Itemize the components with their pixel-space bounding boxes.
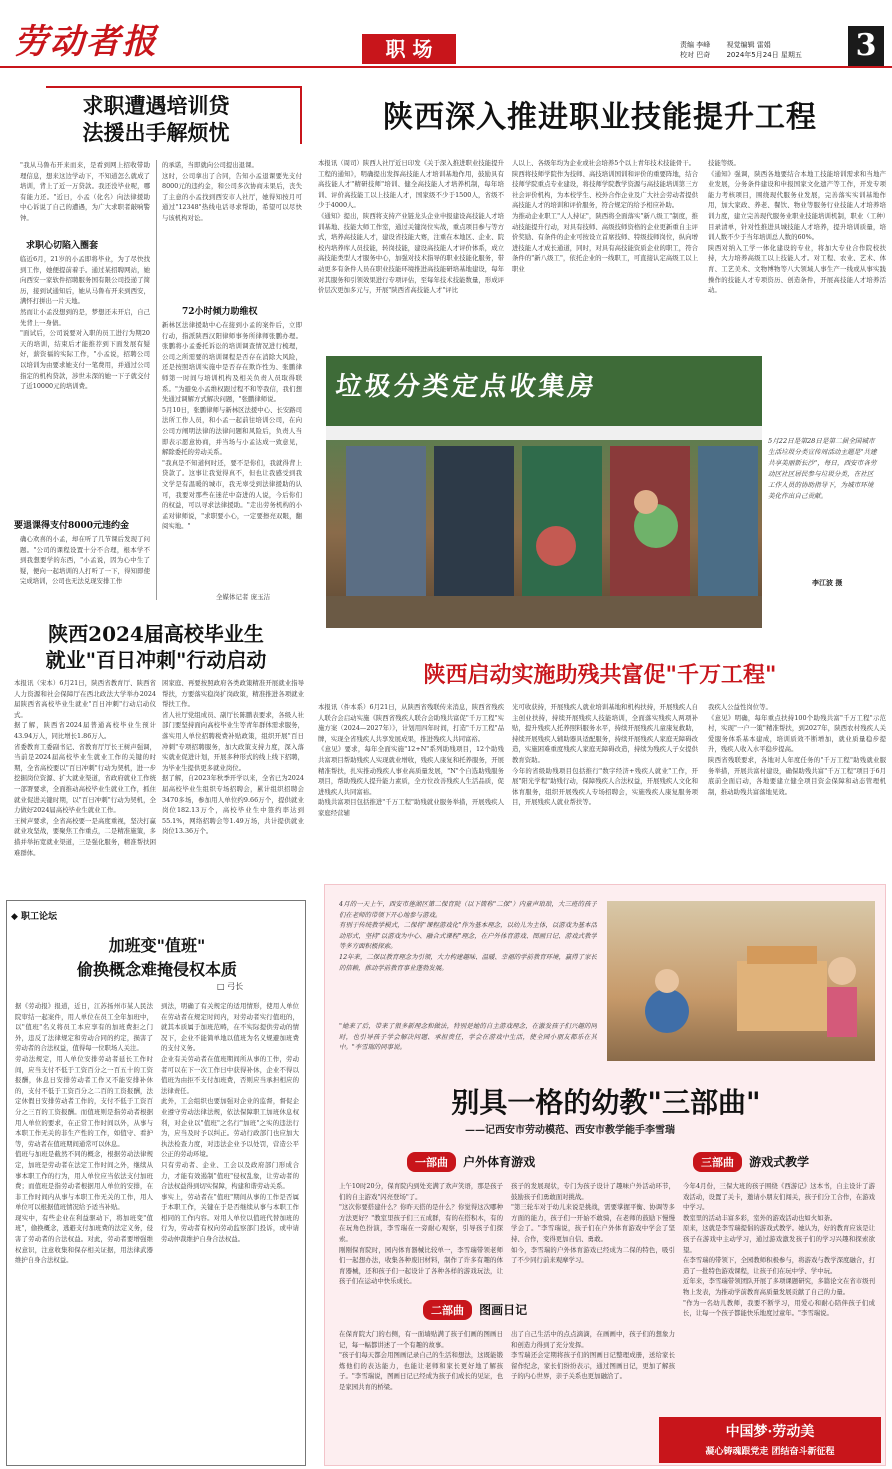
- article3-title-line2: 就业"百日冲刺"行动启动: [45, 648, 267, 672]
- article4-title: 陕西启动实施助残共富促"千万工程": [423, 662, 777, 688]
- article1-title-line2: 法援出手解烦忧: [82, 120, 230, 145]
- article1-subhead1: 求职心切陷入圈套: [26, 241, 99, 251]
- article1-subhead2: 要退课得支付8000元违约金: [14, 521, 130, 531]
- article-disability-support: [312, 640, 888, 880]
- part1-tag: 一部曲: [407, 1152, 456, 1172]
- article3-col2: 困家庭、再要按照政府各类政策精准开展就业指导帮扶，方要落实稳岗扩岗政策，精准推进各项就业帮扶工作。 省人社厅党组成员、副厅长陈鹏表要求，各级人社部门要坚持面向高校毕业生等青年群体需求服务，落实用人单位招聘税费补贴政策，组织开展"百日冲刺"专项招聘服务，加大政策支持力度，深入落实就业促进计划，开展多种形式的线上线下招聘，为毕业生提供更多就业岗位。 据了解，自2023年秋季开学以来，全省已为2024届高校毕业生组织专场招聘会，累计组织招聘会3470多场，参加用人单位约9.66万个，提供就业岗位182.13万个，高校毕业生中签约率达到55.1%，网络招聘会等1.49万场，共计提供就业岗位13.36万个。: [162, 679, 304, 836]
- part1-title: 户外体育游戏: [463, 1155, 536, 1169]
- editor-info: [680, 40, 802, 60]
- part2-heading: [423, 1299, 527, 1319]
- kinder-subtitle: ——记西安市劳动模范、西安市教学能手李雪瑞: [465, 1125, 675, 1136]
- kinder-col3: 今年4月份，三保大班的孩子围绕《西游记》这本书，自主设计了游戏活动，设置了关卡，邀请小朋友们闯关，孩子们分工合作，在游戏中学习。 教室里的活动丰富多彩，室外的游戏活动也如火如荼。 原来，这就是李雪瑞提倡的游戏式教学。她认为，好的教育应该是让孩子在游戏中主动学习，通过游戏激发孩子们的学习兴趣和探索欲望。 在李雪瑞的带领下，全园教师积极参与，将游戏与教学深度融合，打造了一批特色游戏课程，让孩子们在玩中学、学中玩。 近年来，李雪瑞带领团队开展了多项课题研究，多篇论文在省市级刊物上发表，为推动学前教育高质量发展贡献了自己的力量。 "作为一名幼儿教师，我要不断学习，用爱心和耐心陪伴孩子们成长，让每一个孩子都能快乐地度过童年。"李雪瑞说。: [683, 1182, 875, 1318]
- slogan-banner: [659, 1417, 881, 1463]
- article-training-loan: [6, 72, 306, 604]
- section-title: 职 场: [362, 34, 456, 64]
- worker-forum: [6, 900, 306, 1466]
- design-label: 视觉编辑: [726, 41, 755, 49]
- design-name: 雷娟: [756, 41, 771, 49]
- slogan-text: 凝心铸魂跟党走 团结奋斗新征程: [705, 1447, 835, 1457]
- kinder-col5: 出了自己生活中的点点滴滴，在画画中，孩子们的想象力和创造力得到了充分发挥。 李雪瑞还会定期将孩子们的图画日记整理成册，送给家长留作纪念，家长们纷纷表示，通过图画日记，更加了解孩子的内心世界，亲子关系也更加融洽了。: [511, 1330, 675, 1381]
- article2-col2: 人以上、各级年均为企业或社会培养5个以上青年技术技能骨干。 陕西将技师学院作为技师、高技培训国训和评价的重要阵地，结合技师学院重点专业建设，将技师学院教学资源与高技能培训第三方社会评价机构，为本校学生、校外合作企业及广大社会劳动者提供高技能人才的培训和评价服务，符合规定的给予相应补助。 为推动企业职工"人人持证"，陕西将全面落实"新八级工"制度，推动技能提升行动，对具有技师、高级技师资格的企业更新重自主评价奖励、有条件的企业可按设立首席技师、特级技师岗位，纵向增进技能人才成长通道，同时，对具有高技能资质企业的职工，符合条件的"新八级工"，依托企业的一线职工，可直接认定高级工以上职业: [512, 159, 698, 273]
- article3-title-line1: 陕西2024届高校毕业生: [48, 622, 264, 646]
- forum-tag: ◆ 职工论坛: [11, 912, 58, 922]
- forum-title-line2: 偷换概念难掩侵权本质: [76, 960, 237, 979]
- forum-col1: 据《劳动报》报道，近日，江苏扬州市某人民法院审结一起案件，用人单位在员工全年加班中，以"值班"名义将员工本应享有的加班费拒之门外，违反了法律规定和劳动合同的约定，损害了劳动者的合法权益，值得每一位职场人关注。 劳动法规定，用人单位安排劳动者延长工作时间，应当支付不低于工资百分之一百五十的工资报酬，休息日安排劳动者工作又不能安排补休的，支付不低于工资百分之二百的工资报酬，法定休假日安排劳动者工作的，支付不低于工资百分之三百的工资报酬。而值班则是指劳动者根据用人单位的要求，在正常工作时间以外，从事与本职工作无关的非生产性的工作，如值守、看护等，劳动者在值班期间通常可以休息。 值班与加班是截然不同的概念，根据劳动法律规定，加班是劳动者在法定工作时间之外，继续从事本职工作的行为，用人单位应当依法支付加班费；而值班是指劳动者根据用人单位的安排，在非工作时间内从事与本职工作无关的工作，用人单位可以根据值班情况给予适当补贴。 现实中，有些企业在利益驱动下，将加班变"值班"，偷换概念，逃避支付加班费的法定义务，侵害了劳动者的合法权益。对此，劳动者要增强维权意识，注意收集和保存相关证据，用法律武器维护自身合法权益。: [15, 1002, 153, 1265]
- article2-col3: 技能等级。 《通知》强调，陕西各地要结合本地工技能培训需求和当地产业发展，分务条件建设和申报国家文化遗产等工作，开发专项能力考核项目，围绕现代服务业发展，完善落实实训基地作用，加大家政、养老、餐饮、物业等服务行业技能人才培养培训力度，建立完善现代服务业职业技能培训机制，职业（工种）目录清单，针对性推进具城技能人才培养，提升培训质量，培训人数不少于当年培训总人数的60%。 陕西对纳入工学一体化建设的专业，将加大专业合作院校扶持，大力培养高级工以上技能人才。对工程、农业、艺术、体育、工艺美术、文物博物等八大领域人事生产一线或从事实践操作的技能人才专项资历、创造条件，开展高技能人才培养活动。: [708, 159, 886, 295]
- part3-tag: 三部曲: [693, 1152, 742, 1172]
- kinder-title: 别具一格的幼教"三部曲": [451, 1086, 761, 1119]
- kinder-col1: 上午10时20分，保育院内到处充满了欢声笑语，那是孩子们的自主游戏"闪亮登场"了。 "这次你要搭建什么？你昨天搭的是什么？你觉得这次哪种方法更好？"教室里孩子们三五成群，有的在搭积木，有的在玩角色扮演，李雪瑞在一旁耐心观察，引导孩子们探索。 刚刚保育院时，园内体育器械比较单一，李雪瑞带领老师们一起想办法，收集各种废旧材料，制作了许多有趣的体育器械，还和孩子们一起设计了各种各样的游戏玩法，让孩子们在运动中快乐成长。: [339, 1182, 503, 1286]
- article1-byline: 全媒体记者 庞玉洁: [216, 593, 271, 601]
- part3-heading: [693, 1151, 809, 1171]
- article1-para2: 临近6月，21岁的小孟即将毕业，为了尽快找到工作，她便提前着手。通过某招聘网站，她向西安一家软件招聘服务国有限公司投递了简历，接到试通知后，她从马鲁布开来到西安，满怀打拼出一片天地。 然而让小孟没想到的是，梦想还未开启，自己先背上一身债。 "面试后，公司说要对入职的员工进行为期20天的培训，结束后才能推荐到下面发展有疑好，薪资福的实际工作，"小孟说，招聘公司以培训为由要求她支付一笔费用，并通过公司指定的机构贷款，涉世未深的她一下子就交付了近10000元的培训费。: [20, 255, 150, 391]
- photo-waste-sorting: [326, 356, 762, 628]
- kinder-intro: 4月的一天上午，西安市莲湖区第二保育院（以下简称"二保"）内童声琅琅，大三班的孩子们在老师的带领下开心地参与游戏。 有别于传统教学模式，二保将"课程游戏化"作为基本理念，以幼儿为主体，以游戏为基本活动形式，坚持"以游戏为中心、融合式课程"理念，在户外体育游戏、图画日记、游戏式教学等多方面积极探索。 12年来，二保以教育理念为引领，大力构建趣味、温暖、幸福的学前教育环境，赢得了家长的信赖，推动学前教育事业蓬勃发展。: [339, 900, 597, 972]
- proof-label: 校对: [680, 51, 694, 59]
- part2-tag: 二部曲: [423, 1300, 472, 1320]
- article-skills-upgrade: [312, 72, 888, 302]
- forum-author: □ 弓长: [217, 982, 244, 991]
- article1-para4: 的承诺，当即就向公司提出退课。 这时，公司拿出了合同，告知小孟退课要先支付8000元的违约金，和公司多次协商未果后，丧失了主意的小孟找到西安市人社厅，她得知按月可通过"12348"热线电话寻求帮助，希望可以尽快与该机构对讼。: [162, 161, 302, 222]
- issue-date: 2024年5月24日 星期五: [726, 51, 802, 59]
- newspaper-logo: 劳动者报: [14, 22, 158, 62]
- article4-col1: 本报讯（件本系）6月21日，从陕西省残联传来消息，陕西省残疾人联合会启动实施《陕西省残疾人联合会助残共富促"千万工程"实施方案（2024—2027年）》，计划用四年时间，打造"千万工程"品牌，实现全省残疾人共享发展成果，推进残疾人共同富裕。 《意见》要求，每年全面实施"12+N"系列助残项目，12个助残共富项目帮助残疾人实现就业增收，残疾人康复和托养服务，开展精准帮扶，扎实推动残疾人事业高质量发展，"N"个自选助残服务项目，帮助残疾人提升能力素质，全方位改善残疾人生活品质，促进残疾人共同富裕。 助残共富项目包括推进"千万工程"助残就业服务举措，开展残疾人家庭经营辅: [318, 703, 504, 817]
- kindergarten-feature: [324, 884, 886, 1466]
- article-graduate-sprint: [6, 608, 306, 896]
- sorting-house-sign: 垃圾分类定点收集房: [334, 372, 599, 402]
- article1-para3: 确心欢喜的小孟，却在听了几节课后发现了问题。"公司的课程设置十分不合理，根本学不到我想要学的东西，"小孟说，因为心中生了疑，便向一起培训的人打听了一下，得知即使完成培训，公司也无法兑现安排工作: [20, 535, 150, 586]
- proof-name: 巴奇: [696, 51, 711, 59]
- article1-para5: 新林区法律援助中心在接到小孟的案件后，立即行动，指派陕西汉阳律师事务所律师张鹏办理。张鹏将小孟委托诉讼的培训调查情况进行梳理，公司之所需要的培训课程是否存在消除大风险，还是按照培训实施中是否存在欺诈性为、张鹏律师第一时间与培训机构及相关负责人员取得联系。"为避免小孟维权跟过程不和等我信，我们想先通过调解方式解决问题，"张鹏律师说。 5月10日，张鹏律师与新林区法援中心、长安路司法所工作人员，和小孟一起前往培训公司，在向公司方阐明法律的法律问题和风险后，负责人当即表示愿意协商，并当场与小孟达成一致意见，解除委托的劳动关系。 "我真是不知道何时还，要不是你们，我就得背上贷款了。这事让我觉得真不，但也让我感受到我文学是有温暖的城市，我无辜受到法律援助的认可，我要对那些在迷茫中奋进的人说，今后你们的权益，可以寻求法律援助。"走出劳务机构的小孟对律师说，"求职要小心，一定要擦亮双眼，翻阅实地。": [162, 321, 302, 531]
- kinder-col2: 孩子的发展现状，专门为孩子设计了趣味户外活动环节，鼓励孩子们勇敢面对挑战。 "第三轮车对于幼儿来说是挑战，需要掌握平衡、协调等多方面的能力，孩子们一开始不敢骑，在老师的鼓励下慢慢学会了。"李雪瑞说，孩子们在户外体育游戏中学会了坚持、合作，变得更加自信、勇敢。 如今，李雪瑞的户外体育游戏已经成为二保的特色，吸引了不少同行前来观摩学习。: [511, 1182, 675, 1265]
- part2-title: 图画日记: [479, 1303, 528, 1317]
- article1-title-line1: 求职遭遇培训贷: [82, 93, 230, 118]
- masthead: [0, 0, 892, 70]
- part3-title: 游戏式教学: [749, 1155, 810, 1169]
- kinder-quote: "她来了后，带来了很多新理念和做法，特别是她的自主游戏理念，在激发孩子们兴趣的同时，也引导孩子学会解决问题、承担责任，学会在游戏中生活，使全园小朋友都乐在其中。"李雪瑞的同事说。: [339, 1022, 597, 1052]
- editor-label: 责编: [680, 41, 694, 49]
- slogan-title: 中国梦·劳动美: [725, 1424, 815, 1440]
- editor-name: 李峰: [696, 41, 711, 49]
- forum-title-line1: 加班变"值班": [108, 936, 206, 955]
- header-rule: [0, 66, 892, 68]
- article1-column-divider: [156, 160, 157, 600]
- article1-subhead3: 72小时倾力助维权: [182, 307, 258, 317]
- kinder-col4: 在保育院大门的右侧，有一面墙贴满了孩子们画的图画日记，每一幅都讲述了一个有趣的故事。 "孩子们每天都会用图画记录自己的生活和想法，这既能锻炼他们的表达能力，也能让老师和家长更好地了解孩子。"李雪瑞说，图画日记已经成为孩子们成长的见证，也是家园共育的桥梁。: [339, 1330, 503, 1391]
- part1-heading: [407, 1151, 535, 1171]
- photo1-byline: 李江波 摄: [812, 578, 843, 587]
- children-playing-blocks: [607, 901, 875, 1061]
- article3-col1: 本报讯（宋本）6月21日，陕西省教育厅、陕西省人力资源和社会保障厅在西北政法大学举办2024届陕西省高校毕业生就业"百日冲刺"行动启动仪式。 据了解，陕西省2024届普通高校毕业生预计43.94万人，同比增长1.86万人。 省委教育工委副书记、省教育厅厅长王树声强调，当前是2024届高校毕业生就业工作的关键的时期，全省高校要以"百日冲刺"行动为契机，进一步挖掘岗位资源、扩大就业渠道，省政府就业工作统一部署要求，全面推动高校毕业生就业工作，抓住就业促进关键时期，以"百日冲刺"行动为契机，全力做好2024届高校毕业生就业工作。 王树声要求，全省高校要一是高度重视，坚决打赢就业攻坚战，要聚焦工作重点，二是精准施策，多措并举拓宽就业渠道，三是强化服务，精准帮扶困难群体。: [14, 679, 156, 857]
- article2-col1: 本报讯（周司）陕西人社厅近日印发《关于深入推进职业技能提升工程的通知》，明确提出发挥高技能人才培训基地作用，鼓励具有高技能人才"精研技师"培训、健全高技能人才培养机制，每年培训、评价高技能工以上技能人才，国家级不少于1500人，省级不少于4000人。 《通知》提出，陕西将支持产业链龙头企业申报建设高技能人才培训基地、技能大师工作室，通过关键岗位实战，重点项目参与等方式，培养高技能人才，建设省技能大赛，注重在本地区、企业、院校内培养库人员技能，转岗技能，建设高技能人才评价体系，成立高技能类型人才服务中心，加强对技术指导的职业技能化服务，带动更多有条件人员在职业技能环境推进高技能研培基地建设，每年对其服务和引领效果进行专项评估，至每年技术技能数量，形成评价层次更加多元与，开展"陕西省高技能人才"评比: [318, 159, 504, 295]
- article4-col2: 光可收获持，开展残疾人就业培训基地和机构扶持，开展残疾人自主创业扶持，持续开展残疾人技能培训，全面落实残疾人两项补贴，提升残疾人托养照料服务水平，持续开展残疾儿童康复救助，持续开展残疾人辅助器具适配服务，持续开展残疾人家庭无障碍改造，实施困难重度残疾人家庭无障碍改造，持续为残疾人子女提供教育资助。 今年的省级助残项目包括推行"数字经济+残疾人就业"工作，开展"阳光学程"助残行动，保障残疾人合法权益，开展残疾人文化和体育服务，组织开展残疾人专场招聘会，实施残疾人康复服务项目，开展残疾人就业帮扶等。: [512, 703, 698, 807]
- page-number: 3: [848, 26, 884, 66]
- photo1-caption: 5月22日是第28日是第二届全国城市生活垃圾分类宣传周活动主题是"共建共享美丽新长沙"，每日，西安市各劳动区社区居民参与垃圾分类，在社区工作人员的协助指导下，为城市环境美化作出自己贡献。: [768, 437, 877, 500]
- article1-para1: "我从马鲁布开来而来，是看到网上招收带助理信息，想来这边学动下，不知道怎么就成了培训，背上了近一万贷款。我还没毕业呢，哪有能力还。"近日，小孟（化名）向法律援助中心诉说了自己的遭遇，为广大求职者敲响警钟。: [20, 161, 150, 222]
- kinder-photo: [607, 901, 875, 1061]
- forum-col2: 到法，明确了有关规定的适用情形，使用人单位在劳动者在规定时间内，对劳动者实行值班的，就其本质属于加班范畴，在不实际提供劳动的情况下，企业不能简单地以值班为名义规避加班费的支付义务。 企业有关劳动者在值班期间所从事的工作，劳动者可以在下一次工作日中获得补休，企业不得以值班为由拒不支付加班费，否则应当承担相应的法律责任。 此外，工会组织也要加强对企业的监督，督促企业遵守劳动法律法规，依法保障职工加班休息权利，对企业以"值班"之名行"加班"之实的违法行为，应当及时予以纠正。劳动行政部门也应加大执法检查力度，对违法企业予以处罚，营造公平公正的劳动环境。 只有劳动者、企业、工会以及政府部门形成合力，才能有效遏制"值班"侵权乱象，让劳动者的合法权益得到切实保障，构建和谐劳动关系。 事实上，劳动者在"值班"期间从事的工作是否属于本职工作，关键在于是否继续从事与本职工作相同的工作内容。对用人单位以值班代替加班的行为，劳动者有权向劳动监察部门投诉，或申请劳动仲裁维护自身合法权益。: [161, 1002, 299, 1244]
- article4-col3: 我疾人公益性岗位等。 《意见》明确，每年重点扶持100个助残共富"千万工程"示范村，实现"一户一策"精准帮扶，到2027年，陕西农村残疾人关爱服务体系基本建成，培训质效不断增加，就业质量稳步提升，残疾人收入水平稳步提高。 陕西省残联要求，各地对人年度任务的"千万工程"助残就业服务举措，开展共富村建设，确保助残共富"千万工程"项目于6月底前全面启动，各地要建立健全项目资金保障和动态管理机制，推动助残共富落地见效。: [708, 703, 886, 796]
- article2-title: 陕西深入推进职业技能提升工程: [383, 100, 817, 135]
